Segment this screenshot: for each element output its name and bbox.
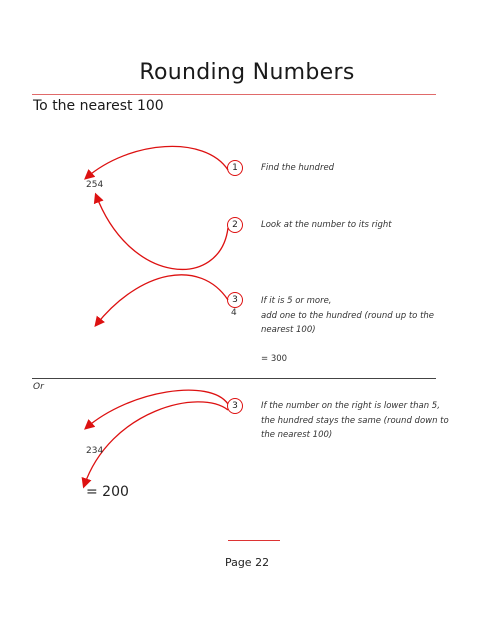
example2-line: If the number on the right is lower than 5, — [261, 401, 440, 411]
step-3-line: If it is 5 or more, — [261, 296, 332, 306]
example1-number: 254 — [86, 180, 104, 190]
step-marker-2: 2 — [227, 217, 243, 233]
step-3-line: nearest 100) — [261, 325, 316, 335]
arrow-round-up — [96, 275, 228, 325]
page-title: Rounding Numbers — [139, 60, 355, 85]
or-label: Or — [33, 382, 44, 392]
example1-result: = 300 — [261, 354, 288, 364]
arrow-stays-same-a — [86, 390, 228, 428]
page-number: Page 22 — [224, 556, 270, 569]
example2-line: the nearest 100) — [261, 430, 333, 440]
arrow-look-right — [96, 195, 228, 269]
step-3-line: add one to the hundred (round up to the — [261, 310, 435, 321]
step-marker-3: 3 — [227, 292, 243, 308]
step-marker-3b: 3 — [227, 398, 243, 414]
example2-line: the hundred stays the same (round down to — [261, 415, 449, 426]
footer-rule — [228, 540, 280, 541]
step-3-text — [261, 294, 451, 338]
step-marker-1: 1 — [227, 160, 243, 176]
step-2-text: Look at the number to its right — [261, 220, 392, 230]
example2-step-text — [261, 399, 461, 443]
arrow-find-hundred — [86, 146, 228, 178]
section-divider — [32, 378, 436, 379]
example2-result: = 200 — [86, 484, 129, 500]
example2-number: 234 — [86, 446, 104, 456]
step-3-digit: 4 — [231, 308, 237, 318]
section-subtitle: To the nearest 100 — [33, 98, 164, 114]
step-1-text: Find the hundred — [261, 163, 335, 173]
